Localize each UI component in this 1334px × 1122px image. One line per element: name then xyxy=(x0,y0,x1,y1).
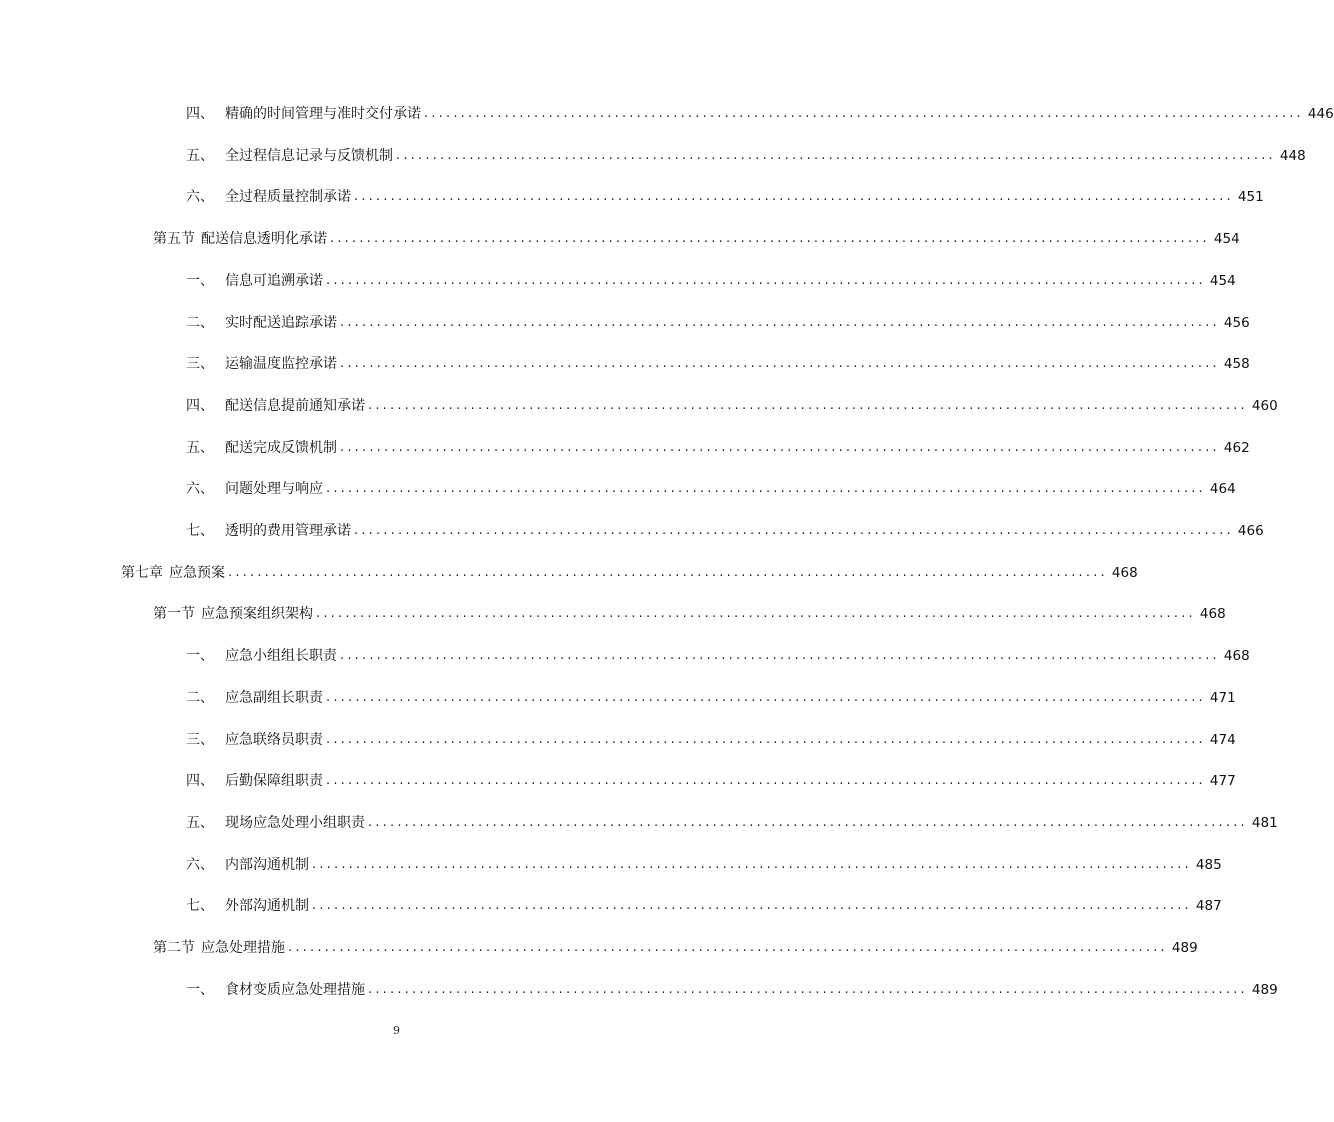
toc-entry-page: 464 xyxy=(1209,481,1236,498)
toc-entry-page: 471 xyxy=(1209,689,1236,706)
toc-leader-dots: ........................................................................................................................ xyxy=(326,731,1206,747)
toc-entry[interactable] xyxy=(186,769,1236,793)
toc-entry-page: 489 xyxy=(1171,940,1198,956)
toc-entry[interactable] xyxy=(186,894,1222,918)
toc-entry[interactable] xyxy=(186,686,1236,710)
toc-entry[interactable] xyxy=(121,561,1138,585)
toc-entry-title: 配送信息提前通知承诺 xyxy=(225,397,365,414)
toc-leader-dots: ........................................................................................................................ xyxy=(340,439,1220,455)
toc-entry-page: 458 xyxy=(1223,356,1250,373)
toc-entry-number: 二、 xyxy=(186,314,214,331)
toc-entry-title: 应急联络员职责 xyxy=(225,731,323,748)
toc-entry-title: 内部沟通机制 xyxy=(225,856,309,873)
toc-entry[interactable] xyxy=(186,436,1250,460)
toc-leader-dots: ........................................................................................................................ xyxy=(316,606,1196,622)
toc-leader-dots: ........................................................................................................................ xyxy=(368,981,1248,997)
toc-entry[interactable] xyxy=(186,853,1222,877)
toc-entry-number: 一、 xyxy=(186,648,214,665)
toc-entry[interactable] xyxy=(186,144,1306,168)
toc-entry-number: 四、 xyxy=(186,397,214,414)
toc-entry-title: 应急预案组织架构 xyxy=(201,606,313,623)
toc-entry-title: 精确的时间管理与准时交付承诺 xyxy=(225,106,421,122)
toc-entry-page: 468 xyxy=(1223,648,1250,665)
toc-entry-title: 外部沟通机制 xyxy=(225,898,309,915)
toc-entry[interactable] xyxy=(186,519,1264,543)
toc-leader-dots: ........................................................................................................................ xyxy=(368,397,1248,413)
toc-entry-number: 一、 xyxy=(186,272,214,289)
toc-entry[interactable] xyxy=(186,394,1278,418)
toc-entry[interactable] xyxy=(186,185,1264,209)
toc-entry-number: 第七章 xyxy=(121,564,163,581)
toc-leader-dots: ........................................................................................................................ xyxy=(288,940,1168,955)
toc-entry-number: 五、 xyxy=(186,439,214,456)
toc-entry-title: 应急副组长职责 xyxy=(225,689,323,706)
toc-entry-number: 六、 xyxy=(186,481,214,498)
toc-leader-dots: ........................................................................................................................ xyxy=(340,648,1220,664)
toc-entry-page: 477 xyxy=(1209,773,1236,790)
page-number: 9 xyxy=(393,1024,400,1037)
toc-entry-number: 五、 xyxy=(186,147,214,164)
toc-entry-number: 七、 xyxy=(186,523,214,539)
toc-entry[interactable] xyxy=(153,227,1240,251)
toc-leader-dots: ........................................................................................................................ xyxy=(326,272,1206,288)
toc-entry-number: 第二节 xyxy=(153,940,195,956)
toc-entry-title: 食材变质应急处理措施 xyxy=(225,981,365,998)
toc-leader-dots: ........................................................................................................................ xyxy=(312,856,1192,872)
toc-entry-page: 454 xyxy=(1213,231,1240,248)
toc-entry-page: 451 xyxy=(1237,189,1264,206)
toc-leader-dots: ........................................................................................................................ xyxy=(368,814,1248,830)
toc-entry-title: 配送完成反馈机制 xyxy=(225,439,337,456)
toc-entry[interactable] xyxy=(186,477,1236,501)
toc-entry-title: 运输温度监控承诺 xyxy=(225,356,337,373)
toc-entry-title: 应急预案 xyxy=(169,564,225,581)
toc-entry-page: 487 xyxy=(1195,898,1222,915)
toc-leader-dots: ........................................................................................................................ xyxy=(326,481,1206,497)
toc-entry-page: 456 xyxy=(1223,314,1250,331)
toc-entry-number: 四、 xyxy=(186,106,214,122)
toc-entry-title: 问题处理与响应 xyxy=(225,481,323,498)
toc-leader-dots: ........................................................................................................................ xyxy=(228,564,1108,580)
toc-entry-page: 474 xyxy=(1209,731,1236,748)
toc-entry-title: 全过程质量控制承诺 xyxy=(225,189,351,206)
toc-leader-dots: ........................................................................................................................ xyxy=(326,773,1206,789)
toc-entry-title: 现场应急处理小组职责 xyxy=(225,814,365,831)
toc-leader-dots: ........................................................................................................................ xyxy=(340,314,1220,330)
toc-entry-title: 后勤保障组职责 xyxy=(225,773,323,790)
toc-entry-page: 481 xyxy=(1251,814,1278,831)
toc-leader-dots: ........................................................................................................................ xyxy=(396,147,1276,163)
toc-leader-dots: ........................................................................................................................ xyxy=(330,231,1210,247)
toc-entry[interactable] xyxy=(186,978,1278,1002)
toc-entry-title: 透明的费用管理承诺 xyxy=(225,523,351,539)
toc-entry-page: 448 xyxy=(1279,147,1306,164)
toc-entry[interactable] xyxy=(186,728,1236,752)
toc-entry-page: 446 xyxy=(1307,106,1334,122)
toc-leader-dots: ........................................................................................................................ xyxy=(326,689,1206,705)
toc-entry[interactable] xyxy=(186,644,1250,668)
toc-entry-number: 二、 xyxy=(186,689,214,706)
toc-leader-dots: ........................................................................................................................ xyxy=(340,356,1220,372)
toc-entry-title: 应急小组组长职责 xyxy=(225,648,337,665)
toc-entry-page: 485 xyxy=(1195,856,1222,873)
toc-entry-number: 第五节 xyxy=(153,231,195,248)
toc-leader-dots: ........................................................................................................................ xyxy=(312,898,1192,914)
toc-entry-number: 一、 xyxy=(186,981,214,998)
toc-entry-page: 468 xyxy=(1199,606,1226,623)
toc-entry-title: 全过程信息记录与反馈机制 xyxy=(225,147,393,164)
toc-entry[interactable] xyxy=(186,102,1334,126)
toc-entry-number: 七、 xyxy=(186,898,214,915)
toc-entry[interactable] xyxy=(186,269,1236,293)
toc-entry-number: 五、 xyxy=(186,814,214,831)
toc-entry-title: 实时配送追踪承诺 xyxy=(225,314,337,331)
toc-leader-dots: ........................................................................................................................ xyxy=(424,106,1304,121)
toc-entry-page: 489 xyxy=(1251,981,1278,998)
toc-entry-number: 四、 xyxy=(186,773,214,790)
toc-entry-page: 468 xyxy=(1111,564,1138,581)
toc-entry-number: 六、 xyxy=(186,189,214,206)
toc-entry-title: 信息可追溯承诺 xyxy=(225,272,323,289)
toc-entry-page: 462 xyxy=(1223,439,1250,456)
toc-entry-page: 466 xyxy=(1237,523,1264,539)
toc-entry[interactable] xyxy=(153,936,1198,960)
toc-entry-title: 配送信息透明化承诺 xyxy=(201,231,327,248)
toc-entry-number: 第一节 xyxy=(153,606,195,623)
toc-entry[interactable] xyxy=(186,311,1250,335)
toc-entry-page: 454 xyxy=(1209,272,1236,289)
toc-entry-number: 三、 xyxy=(186,731,214,748)
toc-entry-page: 460 xyxy=(1251,397,1278,414)
toc-entry[interactable] xyxy=(153,602,1226,626)
toc-entry[interactable] xyxy=(186,352,1250,376)
toc-entry-number: 三、 xyxy=(186,356,214,373)
toc-leader-dots: ........................................................................................................................ xyxy=(354,189,1234,205)
toc-entry-number: 六、 xyxy=(186,856,214,873)
toc-entry[interactable] xyxy=(186,811,1278,835)
toc-leader-dots: ........................................................................................................................ xyxy=(354,523,1234,538)
toc-entry-title: 应急处理措施 xyxy=(201,940,285,956)
